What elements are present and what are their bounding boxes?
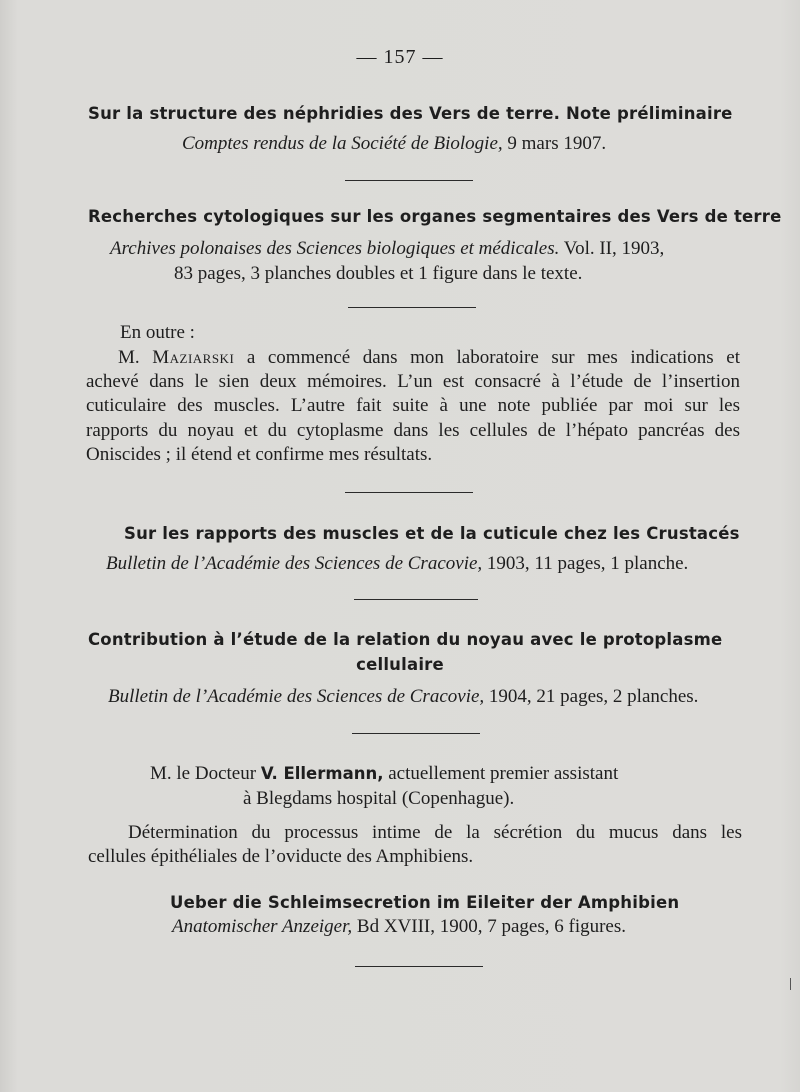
paragraph-line: achevé dans le sien deux mémoires. L’un est consacré à l’étude de l’insertion [86,371,740,393]
page-number: — 157 — [356,46,444,68]
paragraph-line: M. Maziarski a commencé dans mon laboratoire sur mes indications et [118,347,740,368]
entry-reference-archives-polonaises [110,238,664,260]
entry-reference-anatomischer-anzeiger [172,916,626,938]
entry-reference-bulletin-1904 [108,686,698,708]
margin-mark [790,978,792,990]
entry-reference-comptes-rendus [182,133,606,155]
separator-rule [354,599,478,600]
paragraph-line: cuticulaire des muscles. L’autre fait suite à une note publiée par moi sur les [86,395,740,417]
ellermann-description [88,821,742,869]
entry-title-contribution-noyau: Contribution à l’étude de la relation du noyau avec le protoplasme [88,630,723,649]
entry-title-contribution-line2: cellulaire [356,655,444,674]
en-outre-intro: En outre : [120,322,195,343]
entry-title-recherches-cytologiques: Recherches cytologiques sur les organes segmentaires des Vers de terre [88,207,782,226]
separator-rule [345,492,473,493]
journal-name: Comptes rendus de la Société de Biologie, [182,133,503,154]
ellermann-line2: à Blegdams hospital (Copenhague). [243,788,515,809]
paragraph-line: cellules épithéliales de l’oviducte des Amphibiens. [88,846,474,868]
paragraph-line: Détermination du processus intime de la sécrétion du mucus dans les [128,822,742,843]
journal-name: Anatomischer Anzeiger, [172,916,353,937]
separator-rule [352,733,480,734]
reference-details: 1903, 11 pages, 1 planche. [482,553,689,574]
journal-name: Archives polonaises des Sciences biologiques et médicales. [110,238,560,259]
journal-name: Bulletin de l’Académie des Sciences de Cracovie, [106,553,483,574]
separator-rule [348,307,476,308]
person-name-maziarski: Maziarski [152,347,235,368]
person-name-ellermann: V. Ellermann, [260,764,384,783]
reference-details: Bd XVIII, 1900, 7 pages, 6 figures. [352,916,627,937]
journal-name: Bulletin de l’Académie des Sciences de Cracovie, [108,686,485,707]
entry-title-rapports-muscles-cuticule: Sur les rapports des muscles et de la cuticule chez les Crustacés [124,524,740,543]
entry-reference-bulletin-1903 [106,553,688,575]
entry-reference-line2: 83 pages, 3 planches doubles et 1 figure dans le texte. [174,263,583,284]
paragraph-line: rapports du noyau et du cytoplasme dans les cellules de l’hépato pancréas des [86,419,740,441]
ellermann-line1: M. le Docteur V. Ellermann, actuellement premier assistant [150,763,619,784]
entry-title-nephridies: Sur la structure des néphridies des Vers de terre. Note préliminaire [88,104,733,123]
separator-rule [355,966,483,967]
reference-details: 1904, 21 pages, 2 planches. [484,686,699,707]
en-outre-paragraph [86,346,740,467]
reference-details: 9 mars 1907. [502,133,607,154]
paragraph-line: Oniscides ; il étend et confirme mes résultats. [86,443,433,465]
reference-details: Vol. II, 1903, [559,238,665,259]
entry-title-schleimsecretion: Ueber die Schleimsecretion im Eileiter der Amphibien [170,893,680,912]
separator-rule [345,180,473,181]
